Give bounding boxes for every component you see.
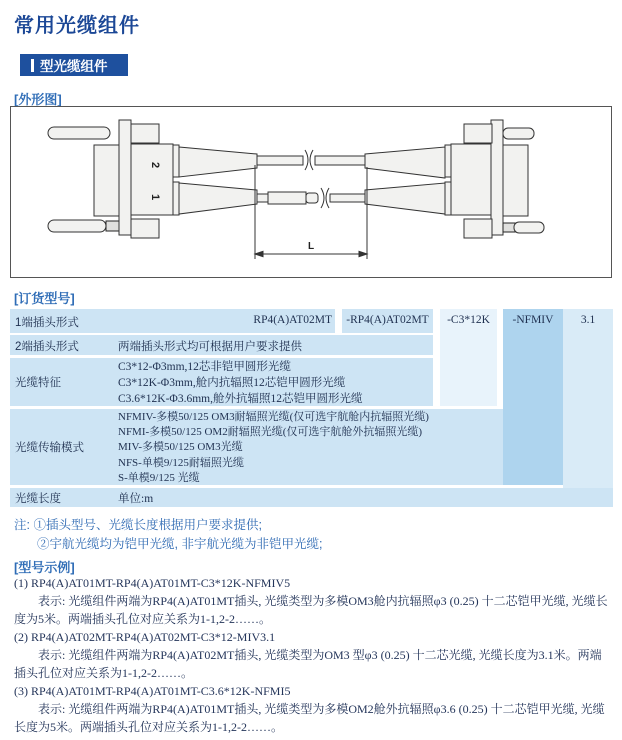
row5-content: 单位:m — [118, 493, 154, 505]
right-tab-top — [445, 145, 451, 177]
code-seg-cable: -C3*12K — [447, 314, 490, 326]
row-label-1: 1端插头形式 — [15, 317, 79, 329]
right-bottom-screw — [514, 222, 544, 233]
cable-option: C3*12-Φ3mm,12芯非铠甲圆形光缆 — [118, 361, 291, 373]
note-item-2: ②宇航光缆均为铠甲光缆, 非宇航光缆为非铠甲光缆; — [37, 537, 323, 551]
left-body — [94, 145, 119, 216]
mode-option: MIV-多模50/125 OM3光缆 — [118, 441, 243, 454]
left-tab-top — [173, 145, 179, 177]
left-top-screw — [48, 127, 110, 139]
note-item-1: ①插头型号、光缆长度根据用户要求提供; — [33, 518, 262, 532]
cable-bottom-right — [330, 194, 365, 202]
right-tab-bottom — [445, 182, 451, 215]
pin-label-2: 2 — [149, 161, 161, 169]
cable-option: C3*12K-Φ3mm,舱内抗辐照12芯铠甲圆形光缆 — [118, 377, 346, 389]
code-seg-length: 3.1 — [580, 314, 596, 326]
note-line-1 — [14, 515, 262, 533]
mode-option: NFMIV-多模50/125 OM3耐辐照光缆(仅可选宇航舱内抗辐照光缆) — [118, 411, 429, 423]
dimension-label: L — [307, 241, 315, 252]
row4-content — [118, 410, 429, 486]
right-top-screw — [503, 128, 534, 139]
example-1-desc: 表示: 光缆组件两端为RP4(A)AT01MT插头, 光缆类型为多模OM3舱内抗辐照φ3 (0.25) 十二芯铠甲光缆, 光缆长度为5米。两端插头孔位对应关系为1-1,2-2……。 — [14, 594, 608, 626]
cable-option: C3.6*12K-Φ3.6mm,舱外抗辐照12芯铠甲圆形光缆 — [118, 393, 363, 405]
left-bottom-screw — [48, 220, 106, 232]
cable-assembly-drawing — [10, 106, 612, 278]
left-bottom-nut — [131, 219, 159, 238]
col-length — [563, 309, 613, 507]
row-label-4: 光缆传输模式 — [15, 442, 84, 454]
left-shell — [131, 144, 173, 215]
right-body — [503, 145, 528, 216]
code-seg-plug2: -RP4(A)AT02MT — [346, 314, 429, 326]
example-2-code: (2) RP4(A)AT02MT-RP4(A)AT02MT-C3*12-MIV3.1 — [14, 630, 276, 644]
left-top-nut — [131, 124, 159, 143]
row5-band — [10, 488, 613, 507]
right-flange — [491, 120, 503, 235]
col-mode — [503, 309, 563, 485]
code-value: RP4(A)AT02MT — [253, 314, 332, 326]
row-label-5: 光缆长度 — [15, 493, 61, 505]
right-screw-collar — [503, 223, 515, 232]
model-examples — [14, 574, 610, 736]
ordering-header: [订货型号] — [14, 291, 75, 306]
outline-header: [外形图] — [14, 92, 62, 107]
row-label-2: 2端插头形式 — [15, 341, 79, 353]
section-header-type-i — [20, 54, 128, 76]
example-3-desc: 表示: 光缆组件两端为RP4(A)AT01MT插头, 光缆类型为多模OM2舱外抗辐照φ3.6 (0.25) 十二芯铠甲光缆, 光缆长度为5米。两端插头孔位对应关系为1-1,2-2……。 — [14, 702, 605, 734]
right-bottom-nut — [464, 219, 492, 238]
cable-top-left — [257, 156, 303, 165]
code-seg-mode: -NFMIV — [512, 314, 554, 326]
cable-stub — [306, 193, 318, 203]
row-label-3: 光缆特征 — [15, 377, 61, 389]
mode-option: NFMI-多模50/125 OM2耐辐照光缆(仅可选宇航舱外抗辐照光缆) — [118, 426, 423, 439]
cable-top-right — [315, 156, 365, 165]
cable-marker-sleeve — [268, 192, 306, 204]
example-1-code: (1) RP4(A)AT01MT-RP4(A)AT01MT-C3*12K-NFMIV5 — [14, 576, 291, 590]
example-2-desc: 表示: 光缆组件两端为RP4(A)AT02MT插头, 光缆类型为OM3 型φ3 (0.25) 十二芯光缆, 光缆长度为3.1米。两端插头孔位对应关系为1-1,2-2……。 — [14, 648, 602, 680]
example-3-code: (3) RP4(A)AT01MT-RP4(A)AT01MT-C3.6*12K-NFMI5 — [14, 684, 291, 698]
right-shell — [451, 144, 493, 215]
left-flange — [119, 120, 131, 235]
ordering-table — [10, 309, 613, 507]
section-title: 型光缆组件 — [40, 59, 108, 74]
page-title: 常用光缆组件 — [14, 15, 140, 37]
mode-option: NFS-单模9/125耐辐照光缆 — [118, 456, 244, 469]
row3-content — [118, 359, 362, 407]
pin-label-1: 1 — [149, 193, 161, 201]
note-line-2 — [37, 534, 322, 552]
type-numeral — [31, 59, 34, 72]
note-prefix: 注: — [14, 518, 34, 532]
examples-header: [型号示例] — [14, 560, 75, 575]
mode-option: S-单模9/125 光缆 — [118, 471, 200, 484]
row2-content: 两端插头形式均可根据用户要求提供 — [118, 341, 302, 353]
left-tab-bottom — [173, 182, 179, 215]
right-top-nut — [464, 124, 492, 143]
